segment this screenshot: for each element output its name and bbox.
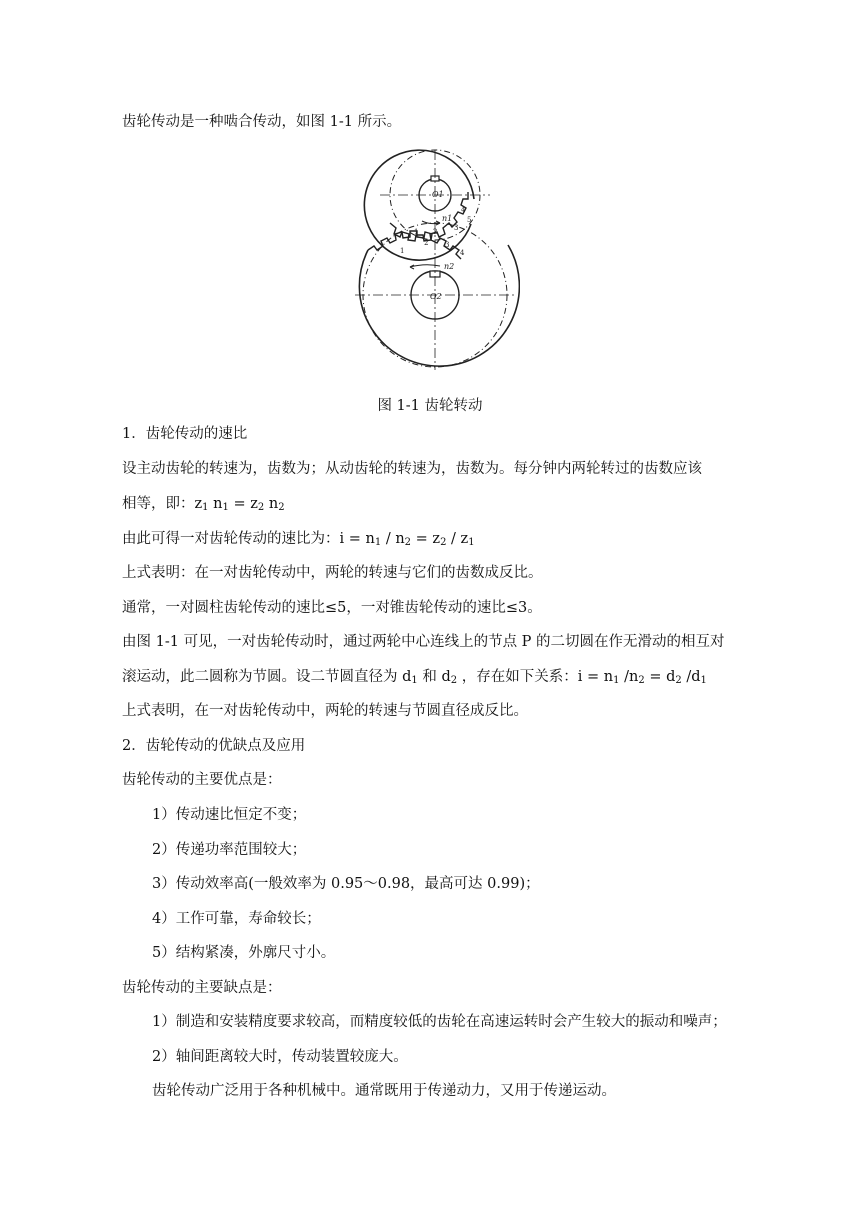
intro-paragraph: 齿轮传动是一种啮合传动，如图 1-1 所示。: [122, 114, 402, 130]
tooth-label: 1: [400, 247, 405, 255]
paragraph: 由图 1-1 可见，一对齿轮传动时，通过两轮中心连线上的节点 P 的二切圆在作无滑动的相互对: [122, 634, 725, 650]
label-n2: n2: [444, 262, 455, 271]
tooth-label: 2: [433, 228, 438, 236]
list-item: 1）制造和安装精度要求较高，而精度较低的齿轮在高速运转时会产生较大的振动和噪声；: [152, 1014, 727, 1030]
label-o2: O2: [430, 292, 442, 301]
list-item: 2）传递功率范围较大；: [152, 842, 307, 858]
tooth-label: 5: [467, 216, 472, 224]
paragraph: 设主动齿轮的转速为，齿数为；从动齿轮的转速为，齿数为。每分钟内两轮转过的齿数应该: [122, 461, 702, 477]
figure-caption: 图 1-1 齿轮转动: [377, 398, 483, 414]
tooth-label: 4: [460, 249, 465, 257]
small-gear-outline: [364, 150, 474, 260]
tooth-label: 4: [461, 206, 466, 214]
tooth-label: 3: [445, 241, 450, 249]
list-item: 2）轴间距离较大时，传动装置较庞大。: [152, 1049, 408, 1065]
tooth-label: 3: [454, 224, 459, 232]
section1-heading: 1．齿轮传动的速比: [122, 426, 248, 442]
paragraph: 上式表明：在一对齿轮传动中，两轮的转速与它们的齿数成反比。: [122, 565, 543, 581]
paragraph: 上式表明，在一对齿轮传动中，两轮的转速与节圆直径成反比。: [122, 703, 528, 719]
tooth-label: 2: [424, 239, 429, 247]
paragraph: 通常，一对圆柱齿轮传动的速比≤5，一对锥齿轮传动的速比≤3。: [122, 600, 542, 616]
large-gear-outline: [359, 245, 519, 366]
list-item: 4）工作可靠，寿命较长；: [152, 911, 321, 927]
tooth-label: 1: [414, 228, 419, 236]
list-item: 3）传动效率高(一般效率为 0.95～0.98，最高可达 0.99)；: [152, 876, 540, 892]
closing-paragraph: 齿轮传动广泛用于各种机械中。通常既用于传递动力，又用于传递运动。: [152, 1083, 616, 1099]
gear-figure: [350, 145, 520, 375]
list-item: 5）结构紧凑，外廓尺寸小。: [152, 945, 336, 961]
list-item: 1）传动速比恒定不变；: [152, 807, 307, 823]
label-o1: O1: [432, 190, 444, 199]
formula: $i = n_1 / n_2 = z_2 / z_1$: [339, 531, 475, 548]
paragraph: 滚运动，此二圆称为节圆。设二节圆直径为 $d_1$ 和 $d_2$ ，存在如下关系：$i = n_1$ $/n_2 = d_2$ $/d_1$: [122, 669, 707, 686]
paragraph: 相等，即：$z_1$ $n_1 = z_2$ $n_2$: [122, 496, 285, 513]
label-n1: n1: [442, 214, 453, 223]
paragraph: 由此可得一对齿轮传动的速比为：$i = n_1 / n_2 = z_2 / z_1$: [122, 531, 475, 548]
advantages-title: 齿轮传动的主要优点是：: [122, 772, 282, 788]
section2-heading: 2．齿轮传动的优缺点及应用: [122, 738, 306, 754]
disadvantages-title: 齿轮传动的主要缺点是：: [122, 980, 282, 996]
formula: $z_1$ $n_1 = z_2$ $n_2$: [194, 496, 285, 513]
n2-arrow: [410, 265, 440, 267]
formula: $i = n_1$ $/n_2 = d_2$ $/d_1$: [577, 669, 707, 686]
